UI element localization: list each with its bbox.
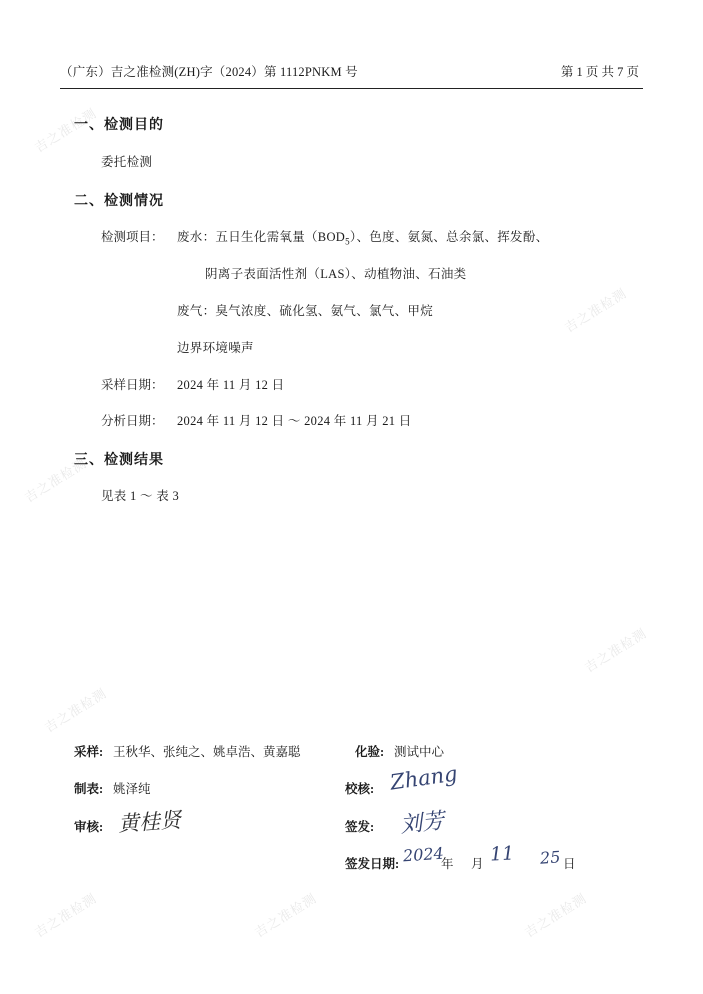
day-unit: 日	[563, 857, 576, 871]
analysis-date-label: 分析日期：	[101, 414, 164, 428]
watermark: 吉之准检测	[31, 105, 100, 156]
watermark: 吉之准检测	[581, 625, 650, 676]
issue-date-day: 25	[539, 847, 561, 868]
sampling-date-value: 2024 年 11 月 12 日	[177, 378, 285, 392]
assay-label: 化验:	[355, 745, 385, 759]
page-header	[60, 62, 643, 89]
checker-label: 校核:	[345, 782, 375, 796]
table-maker-value: 姚泽纯	[113, 782, 151, 796]
issue-date-year: 2024	[402, 843, 445, 866]
document-number: （广东）吉之准检测(ZH)字（2024）第 1112PNKM 号	[60, 65, 358, 79]
analysis-date-value: 2024 年 11 月 12 日 ～ 2024 年 11 月 21 日	[177, 414, 412, 428]
test-items-waste-gas: 废气：臭气浓度、硫化氢、氨气、氯气、甲烷	[177, 304, 434, 318]
page-number: 第 1 页 共 7 页	[560, 65, 639, 79]
issue-date-label: 签发日期:	[345, 857, 400, 871]
sampling-date-label: 采样日期：	[101, 378, 164, 392]
assay-value: 测试中心	[394, 745, 445, 759]
wastewater-text-suffix: ）、色度、氨氮、总余氯、挥发酚、	[349, 230, 549, 244]
year-unit: 年	[441, 857, 454, 871]
watermark: 吉之准检测	[521, 890, 590, 941]
purpose-body: 委托检测	[101, 155, 153, 169]
issuer-signature: 刘芳	[399, 808, 446, 839]
watermark: 吉之准检测	[251, 890, 320, 941]
section-title-situation: 二、检测情况	[74, 194, 164, 209]
auditor-signature: 黄桂贤	[117, 807, 182, 837]
watermark: 吉之准检测	[561, 285, 630, 336]
bod-subscript: 5	[345, 236, 350, 247]
table-maker-label: 制表:	[74, 782, 104, 796]
watermark: 吉之准检测	[41, 685, 110, 736]
watermark: 吉之准检测	[21, 455, 90, 506]
auditor-label: 审核:	[74, 820, 104, 834]
test-items-wastewater-line1	[177, 227, 548, 247]
test-items-boundary-noise: 边界环境噪声	[177, 341, 254, 355]
section-title-purpose: 一、检测目的	[74, 118, 164, 133]
sampling-staff-value: 王秋华、张纯之、姚卓浩、黄嘉聪	[113, 745, 301, 759]
results-body: 见表 1 ～ 表 3	[101, 489, 180, 503]
checker-signature: Zhang	[388, 761, 459, 795]
issuer-label: 签发:	[345, 820, 375, 834]
section-title-results: 三、检测结果	[74, 453, 164, 468]
issue-date-month: 11	[489, 842, 515, 866]
sampling-staff-label: 采样:	[74, 745, 104, 759]
watermark: 吉之准检测	[31, 890, 100, 941]
wastewater-text-prefix: 废水：五日生化需氧量（BOD	[177, 230, 346, 244]
month-unit: 月	[471, 857, 484, 871]
test-items-wastewater-line2: 阴离子表面活性剂（LAS）、动植物油、石油类	[205, 267, 467, 281]
test-items-label: 检测项目：	[101, 230, 164, 244]
